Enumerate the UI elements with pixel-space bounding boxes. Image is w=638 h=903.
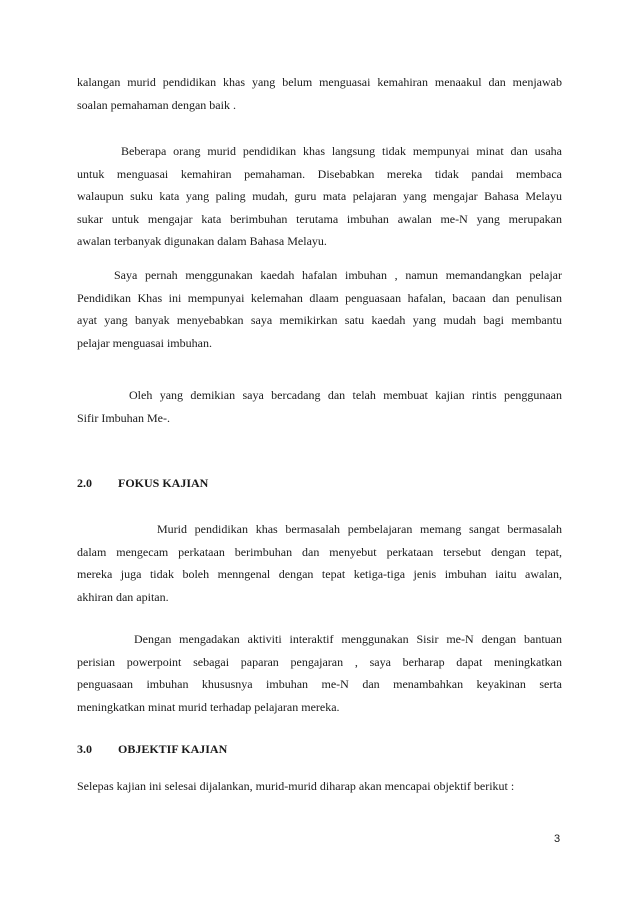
paragraph-student-interest (77, 140, 562, 253)
section-title: OBJEKTIF KAJIAN (118, 742, 228, 756)
text-line: Beberapa orang murid pendidikan khas langsung tidak mempunyai minat dan usaha (121, 144, 562, 158)
text-line: walaupun suku kata yang paling mudah, guru mata pelajaran yang mengajar Bahasa Melayu (77, 189, 562, 203)
text-line: awalan terbanyak digunakan dalam Bahasa Melayu. (77, 234, 327, 248)
text-line: meningkatkan minat murid terhadap pelajaran mereka. (77, 699, 340, 714)
text-line: sukar untuk mengajar kata berimbuhan terutama imbuhan awalan me-N yang merupakan (77, 211, 562, 226)
text-line: akhiran dan apitan. (77, 589, 169, 604)
page-number: 3 (554, 833, 561, 845)
text-line: Selepas kajian ini selesai dijalankan, murid-murid diharap akan mencapai objektif berikut : (77, 779, 515, 793)
text-line: Murid pendidikan khas bermasalah pembelajaran memang sangat bermasalah (157, 522, 562, 536)
section-number: 2.0 (77, 476, 92, 490)
section-title: FOKUS KAJIAN (118, 476, 209, 490)
text-line: perisian powerpoint sebagai paparan pengajaran , saya berharap dapat meningkatkan (77, 654, 562, 669)
text-line: Oleh yang demikian saya bercadang dan telah membuat kajian rintis penggunaan (129, 388, 562, 402)
text-line: pelajar menguasai imbuhan. (77, 335, 212, 350)
text-line: soalan pemahaman dengan baik . (77, 97, 236, 112)
text-line: Saya pernah menggunakan kaedah hafalan imbuhan , namun memandangkan pelajar (114, 268, 562, 282)
paragraph-objectives-intro (77, 775, 562, 798)
section-heading-fokus-kajian (77, 475, 208, 491)
paragraph-research-focus (77, 518, 562, 608)
text-line: Dengan mengadakan aktiviti interaktif menggunakan Sisir me-N dengan bantuan (134, 632, 562, 646)
paragraph-interactive-activity (77, 628, 562, 718)
paragraph-intro-continuation (77, 71, 562, 116)
section-heading-objektif-kajian (77, 741, 227, 757)
section-number: 3.0 (77, 742, 92, 756)
text-line: dalam mengecam perkataan berimbuhan dan menyebut perkataan tersebut dengan tepat, (77, 544, 562, 559)
text-line: kalangan murid pendidikan khas yang belum menguasai kemahiran menaakul dan menjawab (77, 75, 562, 89)
text-line: ayat yang banyak menyebabkan saya memikirkan satu kaedah yang mudah bagi membantu (77, 313, 562, 327)
paragraph-pilot-study (77, 384, 562, 429)
paragraph-memorization-method (77, 264, 562, 354)
text-line: mereka juga tidak boleh menngenal dengan tepat ketiga-tiga jenis imbuhan iaitu awalan, (77, 567, 562, 581)
text-line: penguasaan imbuhan khususnya imbuhan me-N dan menambahkan keyakinan serta (77, 677, 562, 691)
text-line: untuk menguasai kemahiran pemahaman. Disebabkan mereka tidak pandai membaca (77, 166, 562, 181)
text-line: Pendidikan Khas ini mempunyai kelemahan dlaam penguasaan hafalan, bacaan dan penulisan (77, 290, 562, 305)
text-line: Sifir Imbuhan Me-. (77, 410, 170, 425)
